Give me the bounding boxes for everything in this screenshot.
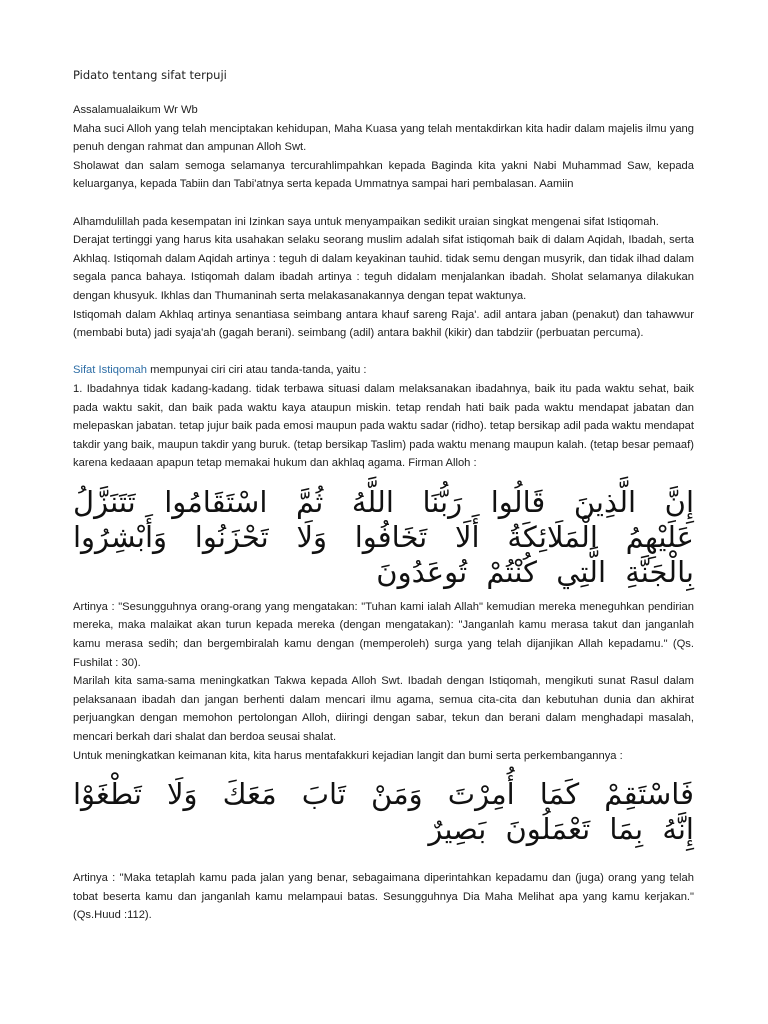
document-body [73,101,694,925]
arabic-verse-huud: فَاسْتَقِمْ كَمَا أُمِرْتَ وَمَنْ تَابَ مَعَكَ وَلَا تَطْغَوْا إِنَّهُ بِمَا تَعْمَلُونَ بَصِيرٌ [73,777,694,847]
sifat-istiqomah-link[interactable]: Sifat Istiqomah [73,364,147,377]
spacer [73,194,694,213]
istiqomah-paragraph: Istiqomah dalam Akhlaq artinya senantiasa seimbang antara khauf sareng Raja'. adil antara jaban (penakut) dan tahawwur (membabi buta) jadi syaja'ah (gagah berani). seimbang (adil) antara bakhil (kikir) dan tabdziir (perbuatan percuma). [73,308,694,340]
point-one: 1. Ibadahnya tidak kadang-kadang. tidak terbawa situasi dalam melaksanakan ibadahnya, baik itu pada waktu sehat, baik pada waktu sakit, dan baik pada waktu kaya ataupun miskin. tetap rendah hati baik pada waktu mendapat jabatan dan melepaskan jabatan. tetap jujur baik pada emosi maupun pada waktu sadar (ridho). tetap bersikap adil pada waktu mendapat takdir yang baik, maupun takdir yang buruk. (tetap bersikap Taslim) pada waktu menang maupun kalah. (tetap besar pemaaf) karena kedaaan apapun tetap memakai hukum dan akhlaq agama. Firman Alloh : [73,382,694,470]
ciri-paragraph [73,361,694,380]
ciri-text: mempunyai ciri ciri atau tanda-tanda, yaitu : [147,364,367,377]
arabic-verse-fushilat: إِنَّ الَّذِينَ قَالُوا رَبُّنَا اللَّهُ ثُمَّ اسْتَقَامُوا تَتَنَزَّلُ عَلَيْهِمُ الْمَلَائِكَةُ أَلَا تَخَافُوا وَلَا تَحْزَنُوا وَأَبْشِرُوا بِالْجَنَّةِ الَّتِي كُنْتُمْ تُوعَدُونَ [73,484,694,589]
istiqomah-paragraph: Derajat tertinggi yang harus kita usahakan selaku seorang muslim adalah sifat istiqomah baik di dalam Aqidah, Ibadah, serta Akhlaq. Istiqomah dalam Aqidah artinya : teguh di dalam keyakinan tauhid. tidak semu dengan musyrik, dan tidak ilhad dalam segala panca bahaya. Istiqomah dalam ibadah artinya : teguh didalam menjalankan ibadah. Sholat selamanya dilakukan dengan khusyuk. Ikhlas dan Thumaninah serta melakasanakannya dengan tepat waktunya. [73,234,694,302]
reflection-paragraph: Untuk meningkatkan keimanan kita, kita harus mentafakkuri kejadian langit dan bumi serta perkembangannya : [73,749,623,762]
translation-huud: Artinya : "Maka tetaplah kamu pada jalan yang benar, sebagaimana diperintahkan kepadamu dan (juga) orang yang telah tobat beserta kamu dan janganlah kamu melampaui batas. Sesungguhnya Dia Maha Melihat apa yang kamu kerjakan." (Qs.Huud :112). [73,872,694,922]
greeting: Assalamualaikum Wr Wb [73,104,198,116]
document-title: Pidato tentang sifat terpuji [73,68,227,82]
intro-paragraph: Sholawat dan salam semoga selamanya tercurahlimpahkan kepada Baginda kita yakni Nabi Muhammad Saw, kepada keluarganya, kepada Tabiin dan Tabi'atnya serta kepada Ummatnya sampai hari pembalasan. Aamiin [73,159,694,191]
exhortation-paragraph: Marilah kita sama-sama meningkatkan Takwa kepada Alloh Swt. Ibadah dengan Istiqomah, mengikuti sunat Rasul dalam pelaksanaan ibadah dan jangan berhenti dalam mencari ilmu agama, semua cita-cita dan kebutuhan dunia dan akhirat perjuangkan dengan memohon pertolongan Alloh, diiringi dengan sabar, tekun dan berani dalam menghadapi masalah, mencari berkah dari shalat dan berdoa seusai shalat. [73,675,694,744]
istiqomah-paragraph: Alhamdulillah pada kesempatan ini Izinkan saya untuk menyampaikan sedikit uraian singkat mengenai sifat Istiqomah. [73,215,659,228]
intro-paragraph: Maha suci Alloh yang telah menciptakan kehidupan, Maha Kuasa yang telah mentakdirkan kita hadir dalam majelis ilmu yang penuh dengan rahmat dan ampunan Alloh Swt. [73,122,694,154]
spacer [73,343,694,362]
translation-fushilat: Artinya : "Sesungguhnya orang-orang yang mengatakan: "Tuhan kami ialah Allah" kemudian mereka meneguhkan pendirian mereka, maka malaikat akan turun kepada mereka (dengan mengatakan): "Janganlah kamu merasa takut dan janganlah kamu merasa sedih; dan bergembiralah kamu dengan (memperoleh) surga yang telah dijanjikan Allah kepadamu." (Qs. Fushilat : 30). [73,600,694,669]
